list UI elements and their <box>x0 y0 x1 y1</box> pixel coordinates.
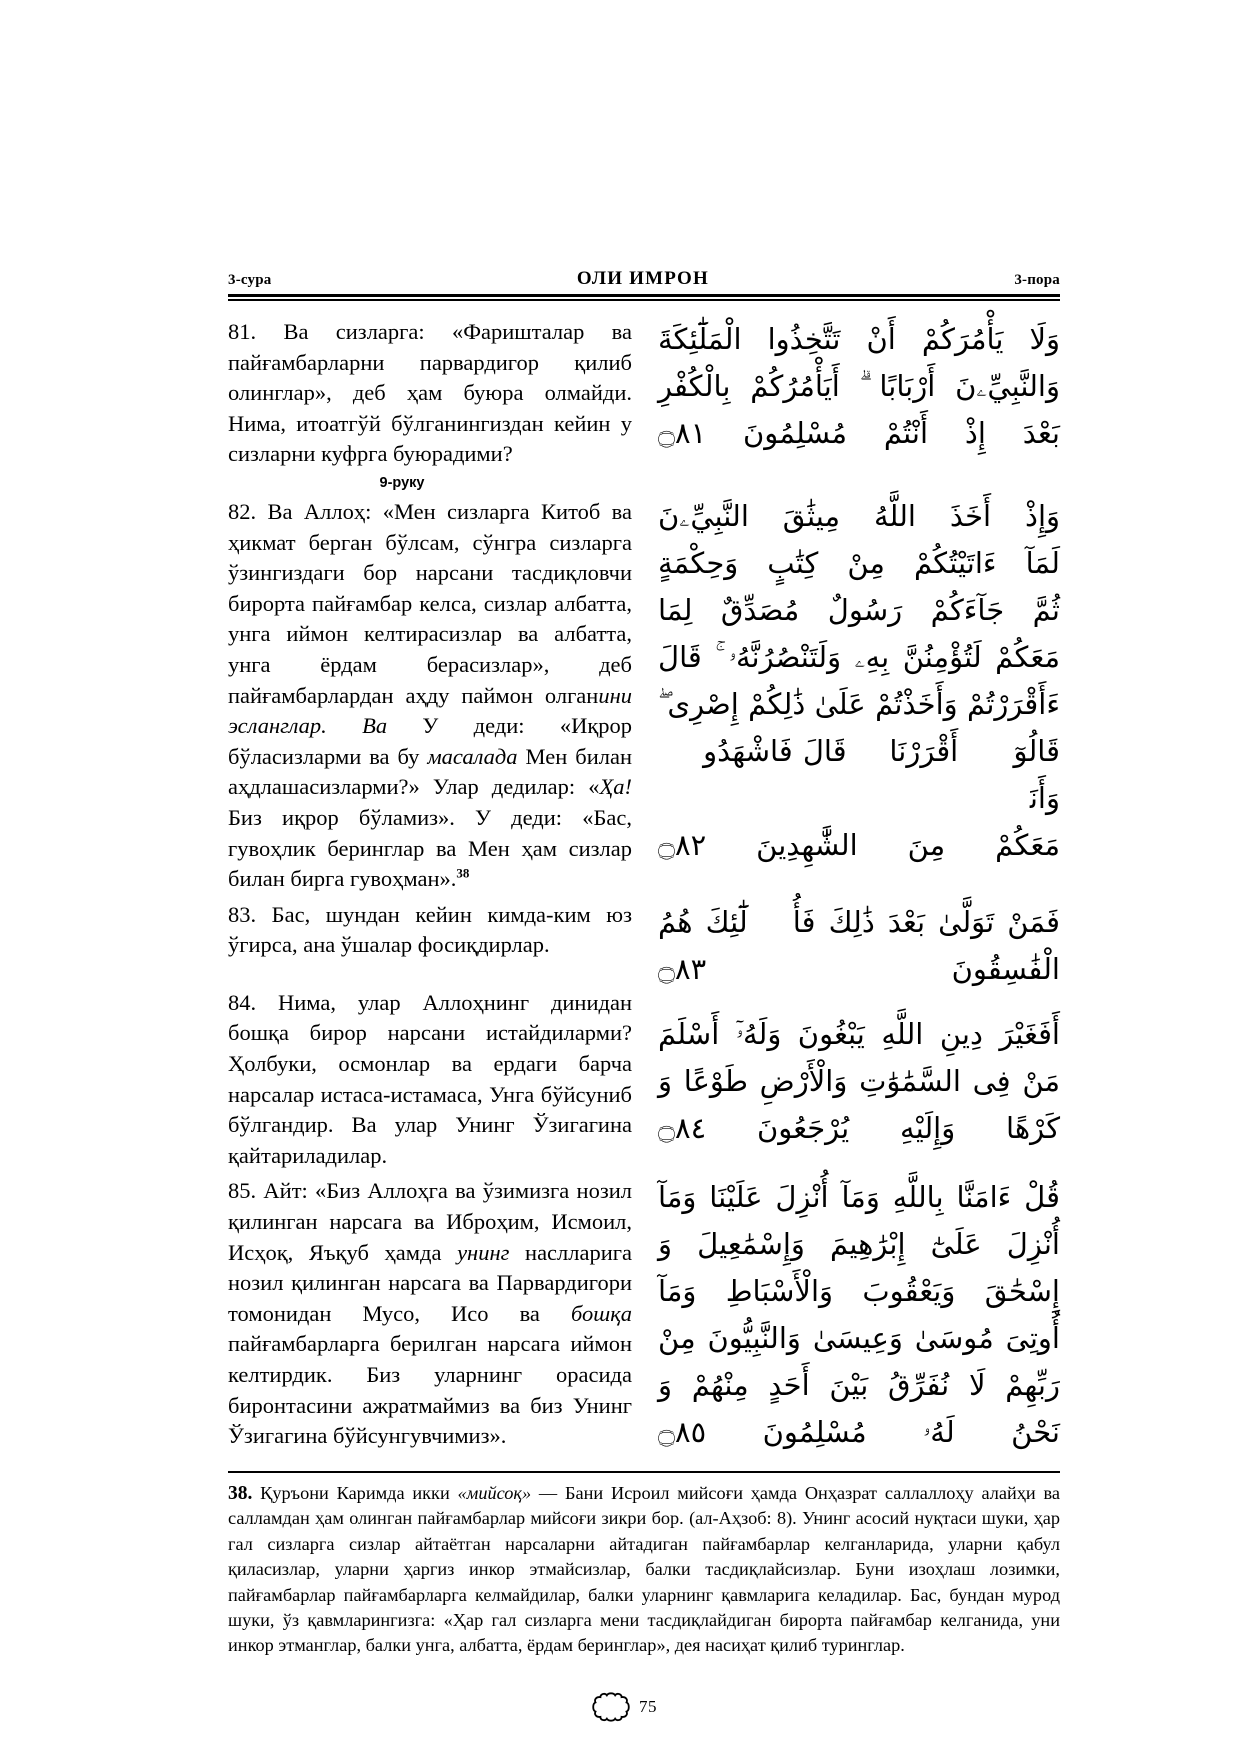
running-header-sura: 3-сура <box>228 272 272 288</box>
folio <box>0 1686 1240 1728</box>
arabic-line: ءَأَقْرَرْتُمْ وَأَخَذْتُمْ عَلَىٰ ذَٰلِكُمْ إِصْرِى ۖ <box>658 689 1060 721</box>
running-header <box>228 268 1060 294</box>
footnote-text: Қуръони Каримда икки «мийсоқ» — Бани Исроил мийсоғи ҳамда Онҳазрат саллаллоҳу алайҳи ва салламдан ҳам олинган пайғамбарлар мийсоғи зикри бор. (ал-Аҳзоб: 8). Унинг асосий нуқтаси шуки, ҳар гал сизларга сизлар айтаётган нарсаларни айтадиган пайғамбарлар келганларида, уларни қабул қиласизлар, уларни ҳаргиз инкор этмайсизлар, балки тасдиқлайсизлар. Буни изоҳлаш лозимки, пайғамбарлар пайғамбарларга келмайдилар, балки уларнинг қавмларига келадилар. Бас, бундан мурод шуки, ўз қавмларингизга: «Ҳар гал сизларга мени тасдиқлайдиган бирорта пайғамбар келганида, уни инкор этманглар, балки унга, албатта, ёрдам беринглар», дея насиҳат қилиб туринглар. <box>228 1483 1060 1656</box>
header-divider-rule <box>228 294 1060 301</box>
verse-paragraph-85: 85. Айт: «Биз Аллоҳга ва ўзимизга нозил қилинган нарсага ва Иброҳим, Исмоил, Исҳоқ, Яъқуб ҳамда унинг наслларига нозил қилинган нарсага ва Парвардигори томонидан Мусо, Исо ва бошқа пайғамбарларга берилган нарсага иймон келтирдик. Биз уларнинг орасида биронтасини ажратмаймиз ва биз Унинг Ўзигагина бўйсунгувчимиз». <box>228 1178 632 1449</box>
page-content <box>228 268 1060 1659</box>
arabic-line: كَرْهًا وَإِلَيْهِ يُرْجَعُونَ ۝٨٤ <box>658 1113 1060 1145</box>
folio-ornament-icon <box>583 1686 639 1728</box>
folio-page-number: 75 <box>639 1697 657 1716</box>
arabic-spacer-81-82 <box>658 458 1060 494</box>
arabic-line: نَحْنُ لَهُۥ مُسْلِمُونَ ۝٨٥ <box>658 1417 1060 1449</box>
footnote-38 <box>228 1481 1060 1659</box>
verse-paragraph-82: 82. Ва Аллоҳ: «Мен сизларга Китоб ва ҳикмат берган бўлсам, сўнгра сизларга ўзингиздаги бор нарсани тасдиқловчи бирорта пайғамбар келса, сизлар албатта, унга иймон келтирасизлар ва албатта, унга ёрдам берасизлар», деб пайғамбарлардан аҳду паймон олганини эсланглар. Ва У деди: «Иқрор бўласизларми ва бу масалада Мен билан аҳдлашасизларми?» Улар дедилар: «Ҳа! Биз иқрор бўламиз». У деди: «Бас, гувоҳлик беринглар ва Мен ҳам сизлар билан бирга гувоҳман».$^{38}$ <box>228 498 633 892</box>
arabic-ayah-84 <box>658 1012 1060 1153</box>
arabic-line: وَالنَّبِيِّۦنَ أَرْبَابًا ۗ أَيَأْمُرُكُمْ بِالْكُفْرِ <box>658 371 1060 403</box>
ruku-label: 9-руку <box>379 474 425 491</box>
arabic-spacer-82-83 <box>658 870 1060 900</box>
arabic-line: الْفَٰسِقُونَ ۝٨٣ <box>658 954 1060 986</box>
arabic-line: وَلَا يَأْمُرَكُمْ أَنْ تَتَّخِذُوا الْمَلَٰٓئِكَةَ <box>658 324 1060 356</box>
arabic-column <box>658 317 1060 1457</box>
arabic-spacer-83-84 <box>658 994 1060 1012</box>
arabic-line: مَعَكُمْ لَتُؤْمِنُنَّ بِهِۦ وَلَتَنْصُرُنَّهُۥ ۚ قَالَ <box>658 642 1060 674</box>
footnote-divider-rule <box>228 1471 1060 1473</box>
arabic-ayah-81 <box>658 317 1060 458</box>
body-columns <box>228 317 1060 1457</box>
arabic-line: إِسْحَٰقَ وَيَعْقُوبَ وَالْأَسْبَاطِ وَمَآ <box>658 1276 1060 1308</box>
running-header-juz: 3-пора <box>1014 272 1060 288</box>
verse-paragraph-81: 81. Ва сизларга: «Фаришталар ва пайғамбарларни парвардигор қилиб олинглар», деб ҳам буюра олмайди. Нима, итоатгўй бўлганингиздан кейин у сизларни куфрга буюрадими? <box>228 319 632 467</box>
arabic-line: أُنْزِلَ عَلَىٰٓ إِبْرَٰهِيمَ وَإِسْمَٰعِيلَ وَ <box>658 1229 1060 1261</box>
arabic-line: أَفَغَيْرَ دِينِ اللَّهِ يَبْغُونَ وَلَهُۥٓ أَسْلَمَ <box>658 1019 1060 1051</box>
arabic-ayah-85 <box>658 1175 1060 1457</box>
arabic-line: مَنْ فِى السَّمَٰوَٰتِ وَالْأَرْضِ طَوْعًا وَ <box>658 1066 1060 1098</box>
arabic-line: ثُمَّ جَآءَكُمْ رَسُولٌ مُصَدِّقٌ لِمَا <box>658 595 1060 627</box>
arabic-line: بَعْدَ إِذْ أَنْتُمْ مُسْلِمُونَ ۝٨١ <box>658 418 1060 450</box>
verse-paragraph-83: 83. Бас, шундан кейин кимда-ким юз ўгирса, ана ўшалар фосиқдирлар. <box>228 901 632 958</box>
footnote-number: 38. <box>228 1483 253 1504</box>
arabic-line: أُوتِىَ مُوسَىٰ وَعِيسَىٰ وَالنَّبِيُّونَ مِنْ <box>658 1323 1060 1355</box>
arabic-spacer-84-85 <box>658 1153 1060 1175</box>
arabic-line: قُلْ ءَامَنَّا بِاللَّهِ وَمَآ أُنْزِلَ عَلَيْنَا وَمَآ <box>658 1182 1060 1214</box>
verse-spacer-83-84 <box>228 966 632 988</box>
translation-column <box>228 317 632 1452</box>
verse-paragraph-84: 84. Нима, улар Аллоҳнинг динидан бошқа бирор нарсани истайдиларми? Ҳолбуки, осмонлар ва ердаги барча нарсалар истаса-истамаса, Унга бўйсуниб бўлгандир. Ва улар Унинг Ўзигагина қайтариладилар. <box>228 989 632 1168</box>
arabic-line: لَمَآ ءَاتَيْتُكُمْ مِنْ كِتَٰبٍ وَحِكْمَةٍ <box>658 548 1060 580</box>
arabic-ayah-83 <box>658 900 1060 994</box>
arabic-ayah-82 <box>658 494 1060 870</box>
running-header-title: ОЛИ ИМРОН <box>576 268 709 289</box>
arabic-line: فَمَنْ تَوَلَّىٰ بَعْدَ ذَٰلِكَ فَأُو۟لَٰٓئِكَ هُمُ <box>658 907 1060 939</box>
arabic-line: مَعَكُمْ مِنَ الشَّٰهِدِينَ ۝٨٢ <box>658 830 1060 862</box>
arabic-line: رَبِّهِمْ لَا نُفَرِّقُ بَيْنَ أَحَدٍ مِنْهُمْ وَ <box>658 1370 1060 1402</box>
arabic-line: قَالُوٓا۟ أَقْرَرْنَا ۚ قَالَ فَاشْهَدُوا۟ وَأَنَا۠ <box>658 736 1060 815</box>
folio-ornament <box>583 1686 657 1728</box>
arabic-line: وَإِذْ أَخَذَ اللَّهُ مِيثَٰقَ النَّبِيِّۦنَ <box>658 501 1060 533</box>
